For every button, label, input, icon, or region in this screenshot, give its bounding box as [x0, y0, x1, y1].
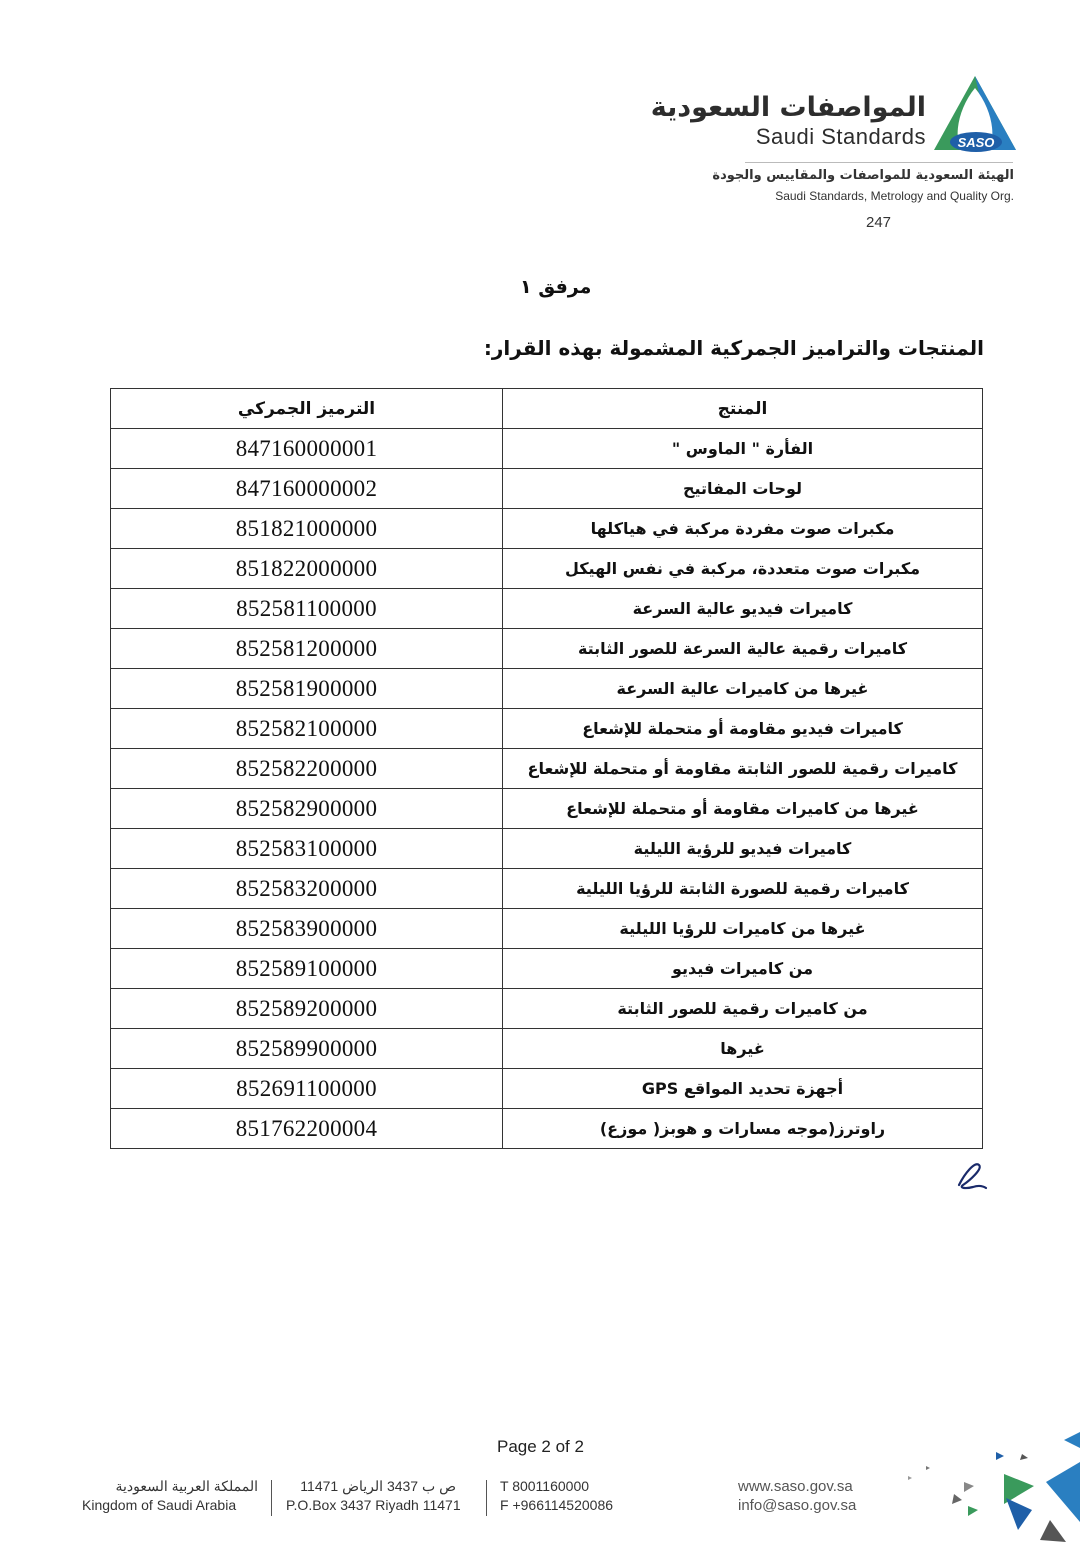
table-row [111, 749, 983, 789]
product-name-cell: راوترز(موجه مسارات و هوبز( موزع) [503, 1109, 983, 1149]
footer-divider [486, 1480, 487, 1516]
country-english: Kingdom of Saudi Arabia [82, 1497, 237, 1513]
customs-code-cell: 847160000001 [111, 429, 503, 469]
customs-code-cell: 852581200000 [111, 629, 503, 669]
signature-mark [955, 1155, 989, 1193]
table-row [111, 469, 983, 509]
customs-code-cell: 852582100000 [111, 709, 503, 749]
table-row [111, 909, 983, 949]
table-row [111, 549, 983, 589]
document-number: 247 [866, 214, 892, 231]
table-row [111, 1069, 983, 1109]
table-row [111, 1029, 983, 1069]
table-row [111, 509, 983, 549]
decorative-triangles-icon [868, 1430, 1080, 1553]
customs-code-cell: 852589900000 [111, 1029, 503, 1069]
customs-code-cell: 852583900000 [111, 909, 503, 949]
annex-title: مرفق ١ [520, 276, 592, 298]
product-name-cell: كاميرات رقمية للصور الثابتة مقاومة أو متحملة للإشعاع [503, 749, 983, 789]
website-link[interactable]: www.saso.gov.sa [738, 1478, 853, 1495]
customs-code-cell: 852581100000 [111, 589, 503, 629]
product-name-cell: كاميرات رقمية للصورة الثابتة للرؤيا الليلية [503, 869, 983, 909]
org-name-arabic: الهيئة السعودية للمواصفات والمقاييس والجودة [712, 168, 1014, 183]
product-name-cell: من كاميرات رقمية للصور الثابتة [503, 989, 983, 1029]
header-divider [745, 162, 1013, 163]
table-row [111, 989, 983, 1029]
product-name-cell: من كاميرات فيديو [503, 949, 983, 989]
product-name-cell: مكبرات صوت مفردة مركبة في هياكلها [503, 509, 983, 549]
email-link[interactable]: info@saso.gov.sa [738, 1497, 857, 1514]
customs-code-cell: 852583200000 [111, 869, 503, 909]
page-indicator: Page 2 of 2 [497, 1437, 584, 1456]
customs-code-cell: 852589100000 [111, 949, 503, 989]
customs-code-cell: 851762200004 [111, 1109, 503, 1149]
customs-code-cell: 852582200000 [111, 749, 503, 789]
table-row [111, 429, 983, 469]
table-header-row [111, 389, 983, 429]
product-name-cell: كاميرات فيديو مقاومة أو متحملة للإشعاع [503, 709, 983, 749]
col-header-product: المنتج [503, 389, 983, 429]
brand-name-english: Saudi Standards [755, 124, 926, 149]
org-name-english: Saudi Standards, Metrology and Quality Org. [775, 189, 1014, 203]
customs-code-cell: 852581900000 [111, 669, 503, 709]
product-name-cell: كاميرات فيديو للرؤية الليلية [503, 829, 983, 869]
product-name-cell: أجهزة تحديد المواقع GPS [503, 1069, 983, 1109]
intro-text: المنتجات والتراميز الجمركية المشمولة بهذه القرار: [483, 336, 984, 360]
table-row [111, 669, 983, 709]
customs-code-cell: 847160000002 [111, 469, 503, 509]
product-name-cell: مكبرات صوت متعددة، مركبة في نفس الهيكل [503, 549, 983, 589]
table-row [111, 829, 983, 869]
customs-code-cell: 852589200000 [111, 989, 503, 1029]
customs-code-cell: 852691100000 [111, 1069, 503, 1109]
customs-code-cell: 851822000000 [111, 549, 503, 589]
table-row [111, 709, 983, 749]
product-name-cell: كاميرات رقمية عالية السرعة للصور الثابتة [503, 629, 983, 669]
svg-text:SASO: SASO [957, 135, 995, 150]
table-row [111, 949, 983, 989]
products-table [110, 388, 983, 1149]
product-name-cell: غيرها من كاميرات عالية السرعة [503, 669, 983, 709]
table-row [111, 869, 983, 909]
customs-code-cell: 852582900000 [111, 789, 503, 829]
product-name-cell: غيرها من كاميرات مقاومة أو متحملة للإشعاع [503, 789, 983, 829]
product-name-cell: لوحات المفاتيح [503, 469, 983, 509]
table-row [111, 789, 983, 829]
brand-name-arabic: المواصفات السعودية [650, 92, 926, 123]
phone-number: T 8001160000 [500, 1478, 590, 1494]
product-name-cell: غيرها من كاميرات للرؤيا الليلية [503, 909, 983, 949]
col-header-code: الترميز الجمركي [111, 389, 503, 429]
product-name-cell: كاميرات فيديو عالية السرعة [503, 589, 983, 629]
pobox-arabic: ص ب 3437 الرياض 11471 [300, 1478, 456, 1494]
country-arabic: المملكة العربية السعودية [115, 1478, 258, 1494]
table-body [111, 429, 983, 1149]
pobox-english: P.O.Box 3437 Riyadh 11471 [286, 1497, 461, 1513]
fax-number: F +966114520086 [500, 1497, 614, 1513]
table-row [111, 589, 983, 629]
footer-divider [271, 1480, 272, 1516]
table-row [111, 1109, 983, 1149]
saso-logo [932, 74, 1018, 156]
product-name-cell: الفأرة " الماوس " [503, 429, 983, 469]
customs-code-cell: 851821000000 [111, 509, 503, 549]
customs-code-cell: 852583100000 [111, 829, 503, 869]
product-name-cell: غيرها [503, 1029, 983, 1069]
table-row [111, 629, 983, 669]
